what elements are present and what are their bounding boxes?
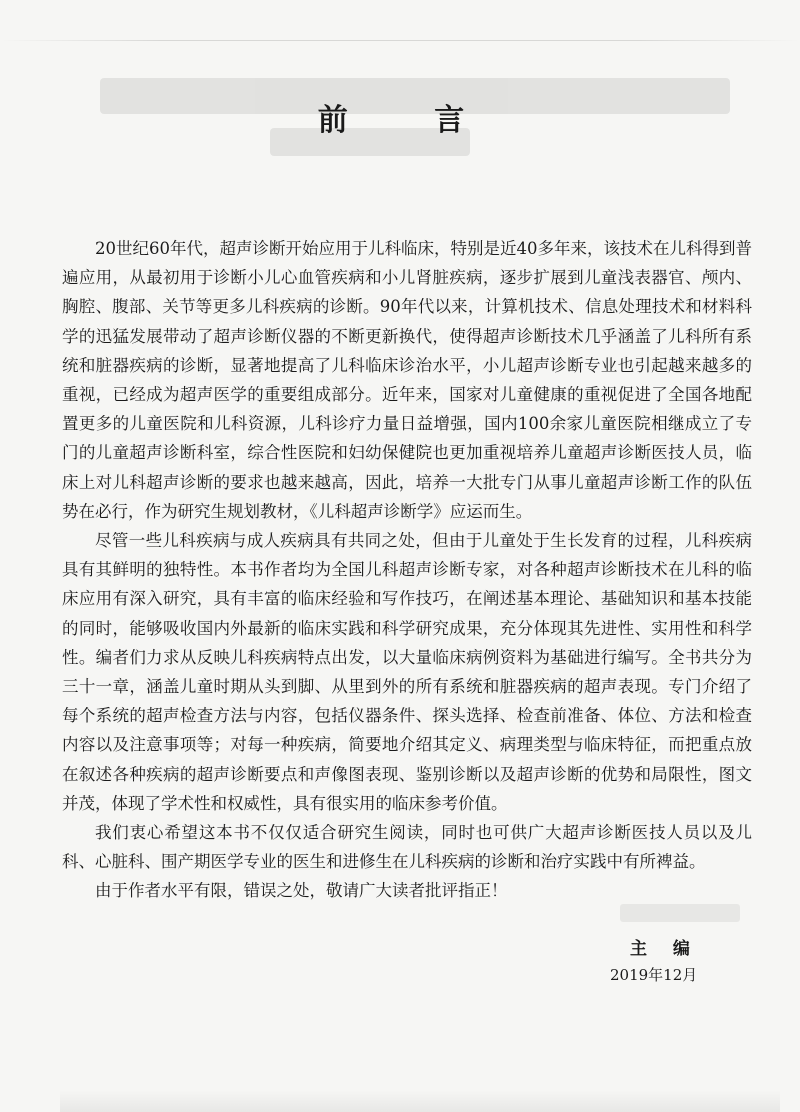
- show-through-mark: [620, 904, 740, 922]
- paragraph: 由于作者水平有限，错误之处，敬请广大读者批评指正！: [95, 881, 508, 901]
- preface-body: [62, 234, 752, 906]
- signature-date: 2019年12月: [610, 966, 698, 984]
- page-edge-bottom: [60, 1090, 780, 1112]
- page-title: 前 言: [317, 103, 503, 138]
- paragraph: 我们衷心希望这本书不仅仅适合研究生阅读，同时也可供广大超声诊断医技人员以及儿科、心脏科、围产期医学专业的医生和进修生在儿科疾病的诊断和治疗实践中有所裨益。: [62, 823, 752, 872]
- page-edge-top: [0, 40, 800, 41]
- paragraph: 尽管一些儿科疾病与成人疾病具有共同之处，但由于儿童处于生长发育的过程，儿科疾病具有其鲜明的独特性。本书作者均为全国儿科超声诊断专家，对各种超声诊断技术在儿科的临床应用有深入研究，具有丰富的临床经验和写作技巧，在阐述基本理论、基础知识和基本技能的同时，能够吸收国内外最新的临床实践和科学研究成果，充分体现其先进性、实用性和科学性。编者们力求从反映儿科疾病特点出发，以大量临床病例资料为基础进行编写。全书共分为三十一章，涵盖儿童时期从头到脚、从里到外的所有系统和脏器疾病的超声表现。专门介绍了每个系统的超声检查方法与内容，包括仪器条件、探头选择、检查前准备、体位、方法和检查内容以及注意事项等；对每一种疾病，简要地介绍其定义、病理类型与临床特征，而把重点放在叙述各种疾病的超声诊断要点和声像图表现、鉴别诊断以及超声诊断的优势和局限性，图文并茂，体现了学术性和权威性，具有很实用的临床参考价值。: [62, 531, 752, 813]
- paragraph: 20世纪60年代，超声诊断开始应用于儿科临床，特别是近40多年来，该技术在儿科得到普遍应用，从最初用于诊断小儿心血管疾病和小儿肾脏疾病，逐步扩展到儿童浅表器官、颅内、胸腔、腹部、关节等更多儿科疾病的诊断。90年代以来，计算机技术、信息处理技术和材料科学的迅猛发展带动了超声诊断仪器的不断更新换代，使得超声诊断技术几乎涵盖了儿科所有系统和脏器疾病的诊断，显著地提高了儿科临床诊治水平，小儿超声诊断专业也引起越来越多的重视，已经成为超声医学的重要组成部分。近年来，国家对儿童健康的重视促进了全国各地配置更多的儿童医院和儿科资源，儿科诊疗力量日益增强，国内100余家儿童医院相继成立了专门的儿童超声诊断科室，综合性医院和妇幼保健院也更加重视培养儿童超声诊断医技人员，临床上对儿科超声诊断的要求也越来越高，因此，培养一大批专门从事儿童超声诊断工作的队伍势在必行，作为研究生规划教材，《儿科超声诊断学》应运而生。: [62, 239, 752, 521]
- signature-name: 主 编: [630, 939, 700, 959]
